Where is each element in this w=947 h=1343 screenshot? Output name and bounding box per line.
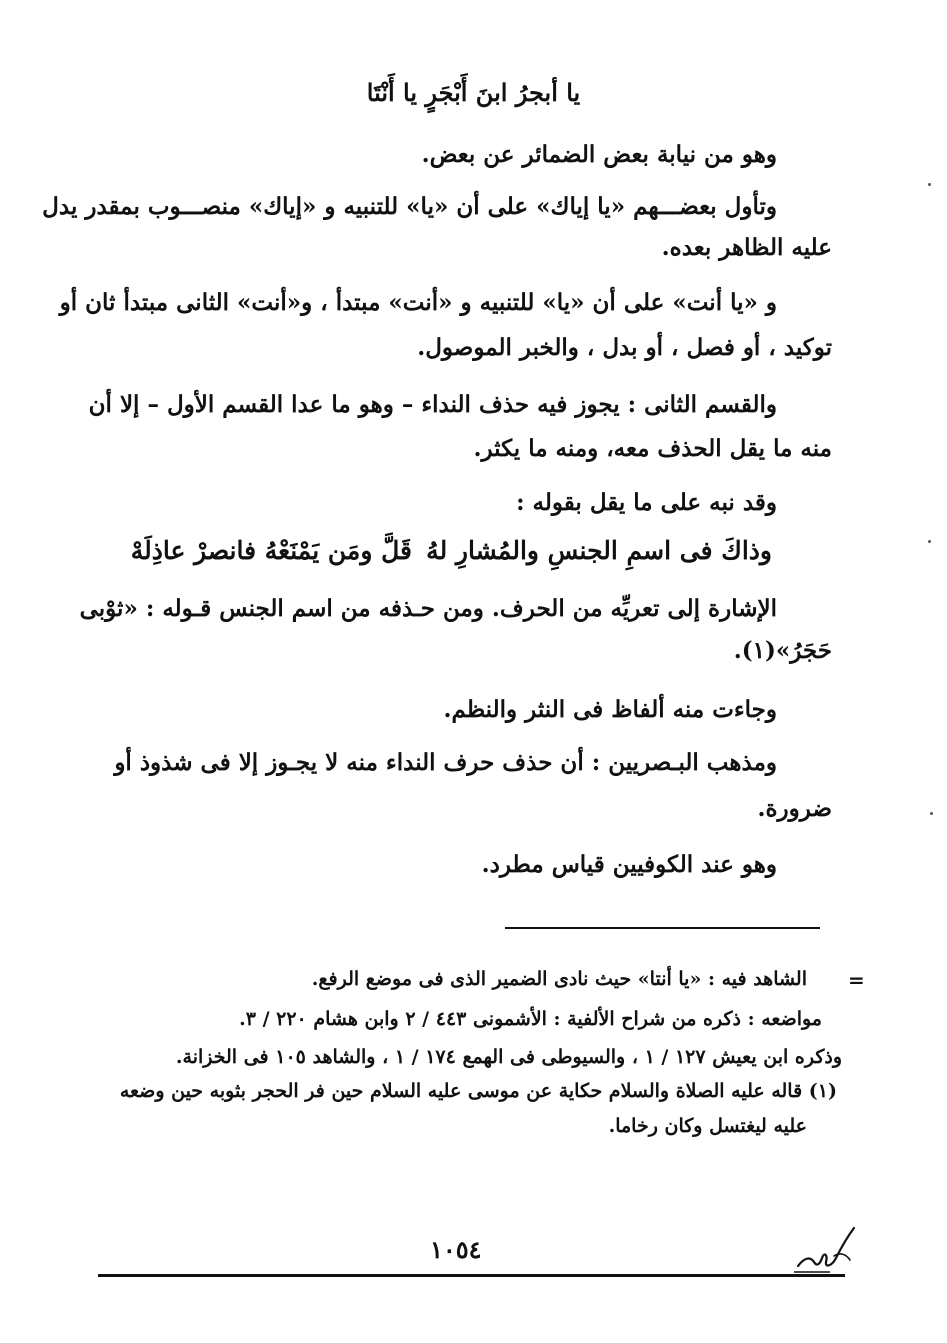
- page-number: ١٠٥٤: [430, 1235, 482, 1264]
- footnote-continuation-mark: =: [848, 968, 865, 992]
- paragraph-line: وتأول بعضـــهم «يا إياك» على أن «يا» للتنبيه و «إياك» منصـــوب بمقدر يدل: [42, 193, 777, 220]
- verse-hemistich-right: وذاكَ فى اسمِ الجنسِ والمُشارِ لهُ: [426, 536, 772, 565]
- footnote-line: الشاهد فيه : «يا أنتا» حيث نادى الضمير الذى فى موضع الرفع.: [311, 968, 807, 990]
- paragraph-line: وجاءت منه ألفاظ فى النثر والنظم.: [443, 696, 777, 723]
- paragraph-line: الإشارة إلى تعريِّه من الحرف. ومن حـذفه من اسم الجنس قـوله : «ثوْبى: [79, 595, 777, 622]
- paragraph-line: و «يا أنت» على أن «يا» للتنبيه و «أنت» مبتدأ ، و«أنت» الثانى مبتدأ ثان أو: [59, 289, 777, 316]
- paragraph-line: والقسم الثانى : يجوز فيه حذف النداء – وهو ما عدا القسم الأول – إلا أن: [88, 391, 777, 418]
- handwritten-signature: [790, 1218, 860, 1278]
- paragraph-line: توكيد ، أو فصل ، أو بدل ، والخبر الموصول.: [417, 334, 832, 361]
- paragraph-line: منه ما يقل الحذف معه، ومنه ما يكثر.: [473, 435, 832, 462]
- scan-speck: [928, 183, 931, 186]
- footnote-line: مواضعه : ذكره من شراح الألفية : الأشمونى ٤٤٣ / ٢ وابن هشام ٢٢٠ / ٣.: [239, 1008, 822, 1030]
- paragraph-line: حَجَرُ»(١).: [733, 637, 832, 664]
- bottom-rule: [98, 1274, 845, 1277]
- paragraph-line: عليه الظاهر بعده.: [661, 234, 832, 261]
- paragraph-line: ومذهب البـصريين : أن حذف حرف النداء منه لا يجـوز إلا فى شذوذ أو: [114, 749, 777, 776]
- footnote-line: عليه ليغتسل وكان رخاما.: [608, 1115, 807, 1137]
- footnote-line: (١) قاله عليه الصلاة والسلام حكاية عن موسى عليه السلام حين فر الحجر بثوبه حين وضعه: [119, 1080, 837, 1102]
- paragraph-line: وهو عند الكوفيين قياس مطرد.: [481, 851, 777, 878]
- paragraph-line: ضرورة.: [757, 795, 832, 822]
- paragraph-line: وهو من نيابة بعض الضمائر عن بعض.: [421, 141, 777, 168]
- verse-top: يا أبجرُ ابنَ أَبْجَرٍ يا أَنْتَا: [366, 78, 581, 107]
- scan-speck: [928, 540, 931, 543]
- footnote-line: وذكره ابن يعيش ١٢٧ / ١ ، والسيوطى فى الهمع ١٧٤ / ١ ، والشاهد ١٠٥ فى الخزانة.: [175, 1046, 842, 1068]
- footnote-separator: [505, 927, 820, 929]
- verse-hemistich-left: قَلَّ ومَن يَمْنَعْهُ فانصرْ عاذِلَهْ: [130, 536, 412, 565]
- scan-speck: [930, 812, 933, 815]
- paragraph-line: وقد نبه على ما يقل بقوله :: [516, 489, 777, 516]
